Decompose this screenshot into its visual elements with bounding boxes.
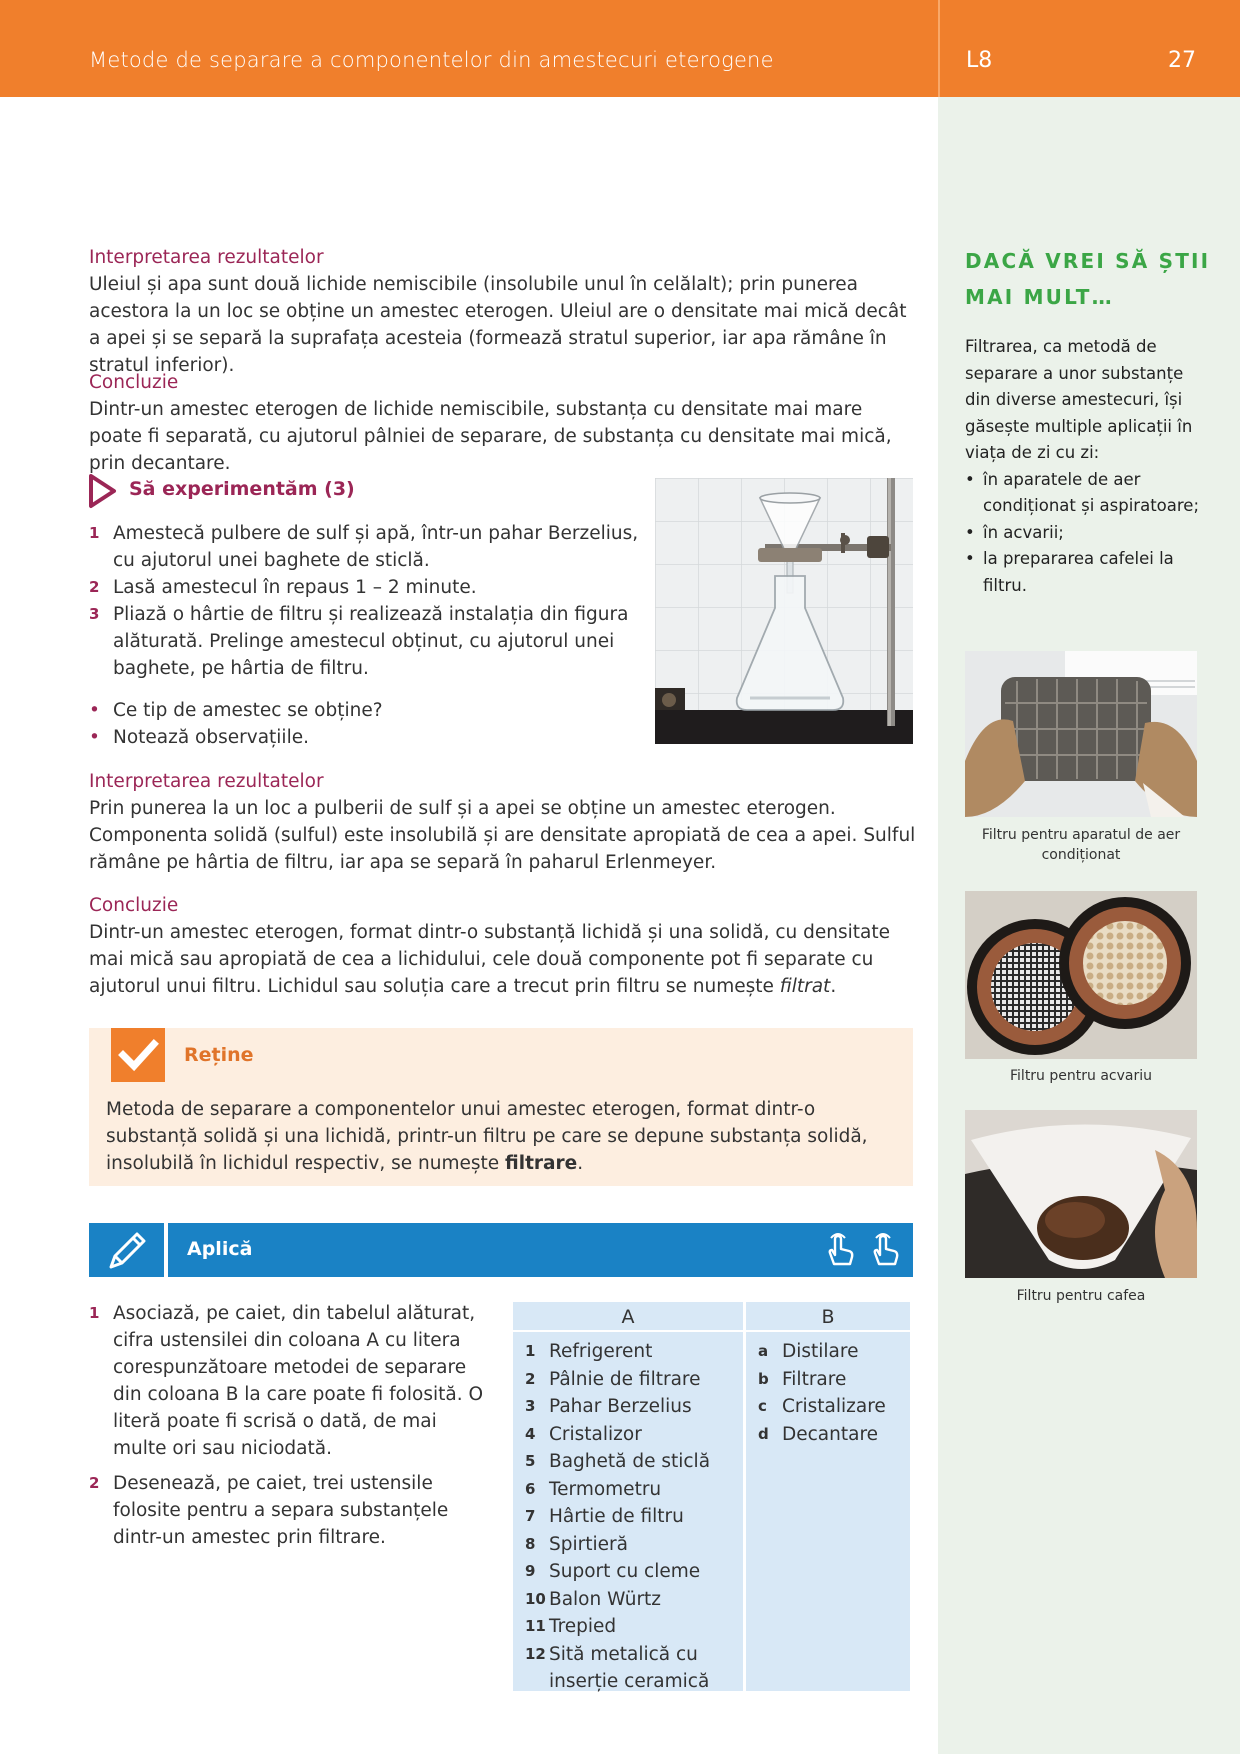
- experiment-step: 3 Pliază o hârtie de filtru și realizează instalația din figura alăturată. Prelinge amestecul obținut, cu ajutorul unei baghete, pe hârtia de filtru.: [89, 604, 629, 679]
- row-label: Suport cu cleme: [549, 1561, 701, 1582]
- conclusion-text-1: Dintr-un amestec eterogen de lichide nemiscibile, substanța cu densitate mai mare poate fi separată, cu ajutorul pâlniei de separare, de substanța cu densitate mai mică, prin decantare.: [89, 399, 892, 474]
- term-filtrat: filtrat: [779, 976, 831, 997]
- sidebar-text: [965, 334, 1205, 599]
- retine-label: Reține: [184, 1044, 254, 1066]
- row-number: 12: [525, 1644, 546, 1663]
- row-number: 1: [525, 1342, 536, 1360]
- table-row: [513, 1641, 743, 1696]
- ac-filter-photo: [965, 651, 1197, 817]
- row-label: Balon Würtz: [549, 1588, 662, 1610]
- column-b-items: [746, 1332, 910, 1448]
- row-number: 7: [525, 1507, 536, 1525]
- sidebar-list: [965, 467, 1205, 600]
- retine-text: Metoda de separare a componentelor unui amestec eterogen, format dintr-o substanță solidă și una lichidă, printr-un filtru pe care se depune substanța solidă, insolubilă în lichidul respectiv, se numește filtrare.: [106, 1099, 868, 1174]
- retine-box: [89, 1028, 913, 1186]
- table-column-a: [513, 1302, 743, 1691]
- column-b-header: B: [746, 1302, 910, 1332]
- row-number: 5: [525, 1452, 536, 1470]
- table-row: [513, 1613, 743, 1641]
- row-number: 6: [525, 1479, 536, 1498]
- sidebar-title: DACĂ VREI SĂ ȘTII MAI MULT…: [965, 249, 1211, 309]
- row-label: Refrigerent: [549, 1341, 653, 1362]
- coffee-filter-photo: [965, 1110, 1197, 1278]
- table-row: [746, 1421, 910, 1449]
- exercise-item: 2 Desenează, pe caiet, trei ustensile folosite pentru a separa substanțele dintr-un amestec prin filtrare.: [89, 1473, 449, 1548]
- hand-pointer-icon: [865, 1231, 905, 1271]
- row-number: 10: [525, 1589, 546, 1608]
- table-row: [513, 1503, 743, 1531]
- aplica-label: Aplică: [187, 1238, 253, 1260]
- row-number: c: [758, 1397, 767, 1415]
- row-label: Filtrare: [782, 1368, 847, 1390]
- row-number: 11: [525, 1617, 546, 1635]
- column-a-items: [513, 1332, 743, 1696]
- aquarium-filter-photo: [965, 891, 1197, 1059]
- sidebar-list-item: • la prepararea cafelei la filtru.: [965, 546, 1205, 599]
- caption-aquarium-filter: Filtru pentru acvariu: [1010, 1068, 1152, 1084]
- row-number: a: [758, 1342, 769, 1360]
- experiment-step: 1 Amestecă pulbere de sulf și apă, într-un pahar Berzelius, cu ajutorul unei baghete de sticlă.: [89, 523, 639, 571]
- table-column-b: [746, 1302, 910, 1691]
- table-row: [746, 1393, 910, 1421]
- caption-coffee-filter: Filtru pentru cafea: [1016, 1288, 1146, 1304]
- table-row: [513, 1586, 743, 1614]
- row-number: 4: [525, 1424, 536, 1443]
- term-filtrare: filtrare: [505, 1153, 578, 1174]
- filtration-apparatus-photo: [655, 478, 913, 744]
- table-row: [513, 1421, 743, 1449]
- pencil-icon: [89, 1223, 168, 1277]
- row-label: Spirtieră: [549, 1533, 628, 1555]
- interpretation-heading-1: Interpretarea rezultatelor: [89, 247, 324, 268]
- row-number: 2: [525, 1369, 536, 1388]
- page-header: [0, 0, 1240, 97]
- row-label: Distilare: [782, 1341, 859, 1362]
- table-row: [513, 1476, 743, 1504]
- table-row: [746, 1366, 910, 1394]
- question-item: • Ce tip de amestec se obține?: [89, 697, 629, 724]
- row-label: Baghetă de sticlă: [549, 1451, 711, 1472]
- exercise-item: 1 Asociază, pe caiet, din tabelul alăturat, cifra ustensilei din coloana A cu litera corespunzătoare metodei de separare din coloana B la care poate fi folosită. O literă poate fi scrisă o dată, de mai multe ori sau niciodată.: [89, 1303, 484, 1459]
- aplica-exercises: [89, 1300, 489, 1551]
- table-row: [513, 1338, 743, 1366]
- row-number: d: [758, 1424, 769, 1443]
- sidebar-list-item: • în aparatele de aer condiționat și aspiratoare;: [965, 467, 1205, 520]
- caption-ac-filter: Filtru pentru aparatul de aer condiționat: [981, 827, 1181, 863]
- row-number: 8: [525, 1534, 536, 1553]
- table-row: [513, 1531, 743, 1559]
- row-label: Cristalizor: [549, 1423, 642, 1445]
- conclusion-text-2: Dintr-un amestec eterogen, format dintr-o substanță lichidă și una solidă, cu densitate mai mică sau apropiată de cea a lichidului, cele două componente pot fi separate cu ajutorul unui filtru. Lichidul sau soluția care a trecut prin filtru se numește filtrat.: [89, 922, 890, 997]
- row-label: Pahar Berzelius: [549, 1396, 692, 1417]
- row-label: Sită metalică cu inserție ceramică: [549, 1643, 710, 1692]
- table-row: [513, 1558, 743, 1586]
- experiment-questions: [89, 697, 629, 751]
- aplica-bar: [89, 1223, 913, 1277]
- experiment-title: Să experimentăm (3): [129, 478, 355, 500]
- row-label: Trepied: [549, 1616, 617, 1637]
- row-number: 3: [525, 1397, 536, 1415]
- conclusion-heading-2: Concluzie: [89, 895, 179, 916]
- row-label: Termometru: [549, 1478, 662, 1500]
- interpretation-text-1: Uleiul și apa sunt două lichide nemiscibile (insolubile unul în celălalt); prin punerea acestora la un loc se obține un amestec eterogen. Uleiul are o densitate mai mică decât a apei și se separă la suprafața acesteia (formează stratul superior, iar apa rămâne în stratul inferior).: [89, 274, 907, 376]
- experiment-steps: [89, 520, 639, 682]
- experiment-heading: [88, 473, 648, 509]
- row-label: Cristalizare: [782, 1396, 886, 1417]
- sidebar-list-item: • în acvarii;: [965, 520, 1205, 547]
- chapter-title: Metode de separare a componentelor din amestecuri eterogene: [89, 48, 774, 72]
- table-row: [513, 1448, 743, 1476]
- hand-pointer-icon: [820, 1231, 860, 1271]
- conclusion-heading-1: Concluzie: [89, 372, 179, 393]
- interpretation-heading-2: Interpretarea rezultatelor: [89, 771, 324, 792]
- sidebar-intro: Filtrarea, ca metodă de separare a unor substanțe din diverse amestecuri, își găsește multiple aplicații în viața de zi cu zi:: [965, 337, 1193, 462]
- table-row: [746, 1338, 910, 1366]
- column-a-header: A: [513, 1302, 743, 1332]
- header-divider: [938, 0, 940, 97]
- experiment-step: 2 Lasă amestecul în repaus 1 – 2 minute.: [89, 577, 477, 598]
- row-label: Pâlnie de filtrare: [549, 1368, 701, 1390]
- question-item: • Notează observațiile.: [89, 724, 629, 751]
- checkmark-icon: [111, 1028, 165, 1082]
- table-row: [513, 1366, 743, 1394]
- table-row: [513, 1393, 743, 1421]
- row-label: Hârtie de filtru: [549, 1506, 684, 1527]
- row-label: Decantare: [782, 1423, 879, 1445]
- interpretation-text-2: Prin punerea la un loc a pulberii de sulf și a apei se obține un amestec eterogen. Componenta solidă (sulful) este insolubilă și are densitate apropiată de cea a apei. Sulful rămâne pe hârtia de filtru, iar apa se separă în paharul Erlenmeyer.: [89, 798, 916, 873]
- row-number: b: [758, 1369, 769, 1388]
- row-number: 9: [525, 1562, 536, 1580]
- lesson-label: L8: [966, 48, 993, 73]
- page-number: 27: [1168, 48, 1196, 73]
- play-triangle-icon: [88, 473, 118, 509]
- hand-pointer-icons: [820, 1231, 905, 1275]
